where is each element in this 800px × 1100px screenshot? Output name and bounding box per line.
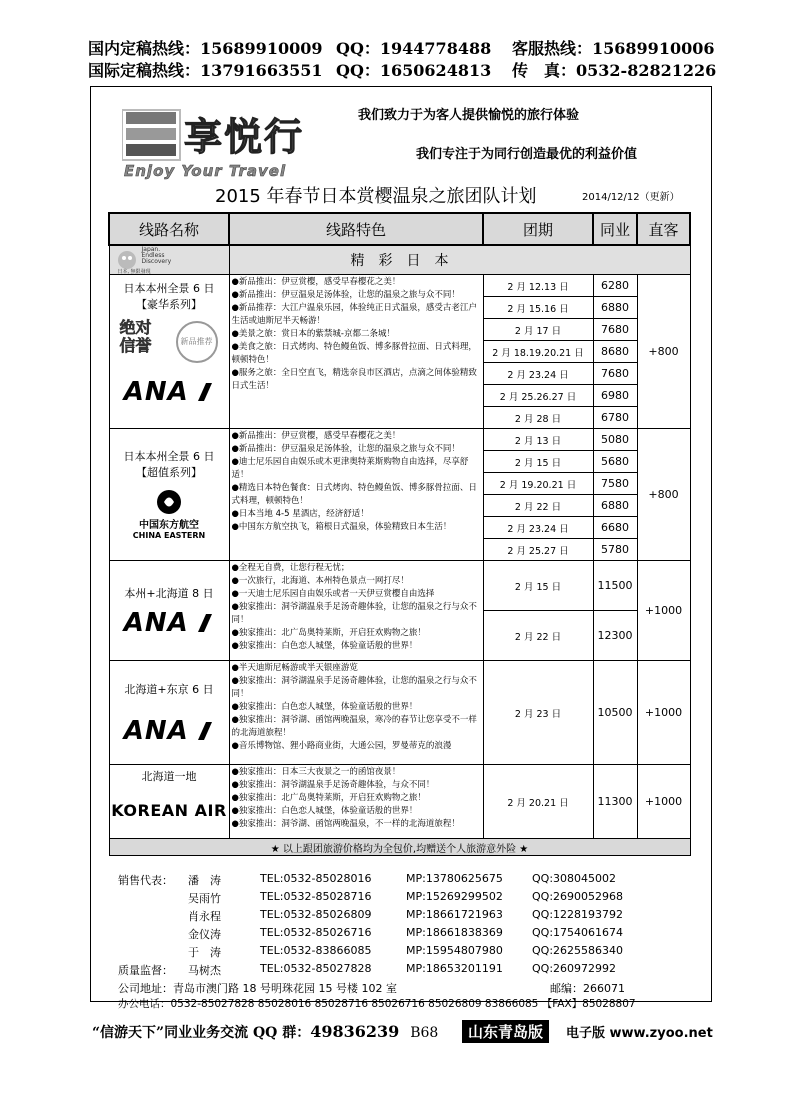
ana-logo: ANA [123, 715, 189, 746]
header-direct-price: 直客 [637, 213, 690, 245]
peer-price: 7680 [593, 319, 637, 341]
header-feature: 线路特色 [229, 213, 483, 245]
feature-item: ●一次旅行，北海道、本州特色景点一网打尽！ [231, 576, 409, 586]
rep-qq: QQ:308045002 [532, 872, 617, 885]
notice-row [109, 839, 690, 856]
feature-item: ●独家推出：北广岛奥特莱斯，开启狂欢购物之旅！ [231, 793, 426, 803]
tour-date: 2 月 15.16 日 [483, 297, 593, 319]
rep-name: 肖永程 [188, 910, 221, 923]
region-badge [109, 245, 229, 275]
route-name: 日本本州全景 6 日 [123, 450, 215, 463]
slogan-2: 我们专注于为同行创造最优的利益价值 [416, 147, 638, 162]
korean-air-logo: KOREAN AIR [111, 801, 227, 820]
direct-price: +800 [637, 429, 690, 561]
ana-logo: ANA [123, 377, 189, 407]
feature-cell [229, 765, 483, 839]
feature-item: ●日本当地 4-5 星酒店，经济舒适！ [231, 509, 369, 519]
tour-plan-table [108, 212, 691, 856]
rep-name: 于 涛 [188, 946, 221, 959]
feature-item: ●独家推出：北广岛奥特莱斯，开启狂欢购物之旅！ [231, 628, 426, 638]
feature-cell [229, 275, 483, 429]
rep-tel: TEL:0532-85028016 [260, 872, 372, 885]
peer-price: 6880 [593, 495, 637, 517]
qc-label: 质量监督： [118, 964, 173, 977]
rep-qq: QQ:1228193792 [532, 908, 624, 921]
peer-price: 6280 [593, 275, 637, 297]
tour-date: 2 月 22 日 [483, 611, 593, 661]
tour-date: 2 月 15 日 [483, 561, 593, 611]
feature-item: ●服务之旅：全日空直飞，精选奈良市区酒店，点滴之间体验精致日式生活！ [231, 368, 477, 391]
page-number: B68 [410, 1025, 439, 1041]
tour-date: 2 月 15 日 [483, 451, 593, 473]
peer-price: 5080 [593, 429, 637, 451]
rep-qq: QQ:2625586340 [532, 944, 624, 957]
feature-item: ●独家推出：白色恋人城堡，体验童话般的世界！ [231, 806, 418, 816]
feature-item: ●新品推荐：大江户温泉乐园，体验纯正日式温泉，感受古老江户生活或迪斯尼半天畅游！ [231, 303, 477, 326]
peer-price: 7680 [593, 363, 637, 385]
feature-item: ●半天迪斯尼畅游或半天银座游览 [231, 663, 358, 673]
peer-price: 6980 [593, 385, 637, 407]
direct-price: +1000 [637, 561, 690, 661]
ana-slash-icon [192, 612, 214, 634]
tour-date: 2 月 13 日 [483, 429, 593, 451]
feature-item: ●独家推出：洞爷湖温泉手足汤奇趣体验，与众不同！ [231, 780, 435, 790]
direct-price: +1000 [637, 765, 690, 839]
feature-item: ●美食之旅：日式烤肉、特色鳗鱼饭、博多豚骨拉面、日式料理，顿顿特色！ [231, 342, 477, 365]
fax: 传 真：0532-82821226 [512, 61, 717, 80]
service-hotline: 客服热线：15689910006 [512, 39, 715, 58]
direct-price: +800 [637, 275, 690, 429]
website: 电子版 www.zyoo.net [566, 1026, 713, 1041]
badge-line-4: 日本, 無限發現 [117, 269, 151, 275]
edition-badge: 山东青岛版 [462, 1020, 549, 1043]
logo-icon [122, 106, 182, 166]
feature-item: ●全程无自费，让您行程无忧； [231, 563, 350, 573]
route-cell [109, 275, 229, 429]
domestic-hotline: 国内定稿热线：15689910009 [88, 39, 323, 58]
feature-cell [229, 561, 483, 661]
rep-mp: MP:18661721963 [406, 908, 503, 921]
header-route: 线路名称 [109, 213, 229, 245]
rep-name: 吴雨竹 [188, 892, 221, 905]
table-row [109, 275, 690, 297]
tour-date: 2 月 19.20.21 日 [483, 473, 593, 495]
page-title: 2015 年春节日本赏樱温泉之旅团队计划 [215, 186, 537, 207]
rep-tel: TEL:0532-85026716 [260, 926, 372, 939]
qc-mp: MP:18653201191 [406, 962, 503, 975]
route-name: 北海道+东京 6 日 [124, 682, 214, 696]
rep-name: 潘 涛 [188, 874, 221, 887]
rep-qq: QQ:1754061674 [532, 926, 624, 939]
stamp-text-2: 信誉 [119, 336, 152, 355]
badge-line-3: Discovery [141, 258, 172, 265]
header-peer-price: 同业 [593, 213, 637, 245]
route-cell [109, 561, 229, 661]
tour-date: 2 月 12.13 日 [483, 275, 593, 297]
brand-tagline: Enjoy Your Travel [124, 162, 287, 180]
qq-group-number: 49836239 [310, 1022, 400, 1041]
rep-tel: TEL:0532-85026809 [260, 908, 372, 921]
region-name: 精 彩 日 本 [229, 245, 690, 275]
qc-tel: TEL:0532-85027828 [260, 962, 372, 975]
postcode: 邮编：266071 [550, 982, 625, 995]
slogan-1: 我们致力于为客人提供愉悦的旅行体验 [358, 108, 580, 123]
intl-hotline: 国际定稿热线：13791663551 [88, 61, 323, 80]
feature-item: ●美景之旅：赏日本的紫禁城-京都二条城！ [231, 329, 395, 339]
update-date: 2014/12/12（更新） [582, 192, 680, 203]
route-series: 【超值系列】 [136, 466, 202, 479]
table-row [109, 561, 690, 611]
qq-2: QQ：1650624813 [336, 61, 492, 80]
peer-price: 6680 [593, 517, 637, 539]
feature-item: ●独家推出：洞爷湖、函馆两晚温泉，不一样的北海道旅程！ [231, 819, 460, 829]
stamp-text-1: 绝对 [119, 318, 152, 337]
feature-item: ●独家推出：白色恋人城堡，体验童话般的世界！ [231, 702, 418, 712]
tour-date: 2 月 20.21 日 [483, 765, 593, 839]
price-notice: ★ 以上跟团旅游价格均为全包价,均赠送个人旅游意外险 ★ [109, 839, 690, 856]
badge-line-2: Endless [141, 252, 165, 259]
feature-item: ●独家推出：洞爷湖温泉手足汤奇趣体验，让您的温泉之行与众不同！ [231, 602, 477, 625]
ana-slash-icon [192, 720, 214, 742]
route-name: 本州+北海道 8 日 [124, 586, 214, 600]
rep-mp: MP:15954807980 [406, 944, 503, 957]
new-product-stamp: 新品推荐 [176, 321, 218, 363]
footer-qq-group: “信游天下”同业业务交流 QQ 群：49836239 B68 [92, 1022, 439, 1041]
qc-name: 马树杰 [188, 964, 221, 977]
feature-item: ●一天迪士尼乐园自由娱乐或者一天伊豆赏樱自由选择 [231, 589, 435, 599]
feature-item: ●迪士尼乐园自由娱乐或木更津奥特莱斯购物自由选择，尽享舒适！ [231, 457, 469, 480]
feature-item: ●新品推出：伊豆赏樱，感受早春樱花之美！ [231, 277, 401, 287]
company-address: 公司地址：青岛市澳门路 18 号明珠花园 15 号楼 102 室 [118, 982, 397, 995]
peer-price: 11500 [593, 561, 637, 611]
airline-cn: 中国东方航空 [139, 520, 199, 531]
feature-item: ●新品推出：伊豆温泉足汤体验，让您的温泉之旅与众不同！ [231, 444, 460, 454]
feature-cell [229, 429, 483, 561]
header-dates: 团期 [483, 213, 593, 245]
tour-date: 2 月 25.26.27 日 [483, 385, 593, 407]
china-eastern-logo-icon [156, 489, 182, 515]
sales-label: 销售代表： [118, 874, 173, 887]
office-phones: 办公电话：0532-85027828 85028016 85028716 85026716 85026809 83866085 【FAX】85028807 [118, 998, 636, 1010]
qc-qq: QQ:260972992 [532, 962, 617, 975]
tour-date: 2 月 17 日 [483, 319, 593, 341]
tour-date: 2 月 25.27 日 [483, 539, 593, 561]
ana-logo: ANA [123, 607, 189, 638]
brand-logo [118, 100, 318, 182]
peer-price: 7580 [593, 473, 637, 495]
direct-price: +1000 [637, 661, 690, 765]
feature-item: ●独家推出：日本三大夜景之一的函馆夜景！ [231, 767, 401, 777]
feature-item: ●独家推出：洞爷湖、函馆两晚温泉，寒冷的春节让您享受不一样的北海道旅程！ [231, 715, 477, 738]
table-row [109, 661, 690, 765]
table-row [109, 429, 690, 451]
tour-date: 2 月 23.24 日 [483, 517, 593, 539]
rep-mp: MP:13780625675 [406, 872, 503, 885]
feature-item: ●新品推出：伊豆温泉足汤体验，让您的温泉之旅与众不同！ [231, 290, 460, 300]
feature-item: ●独家推出：白色恋人城堡，体验童话般的世界！ [231, 641, 418, 651]
route-cell [109, 429, 229, 561]
rep-name: 金仪涛 [188, 928, 221, 941]
route-cell [109, 661, 229, 765]
tour-date: 2 月 28 日 [483, 407, 593, 429]
peer-price: 5780 [593, 539, 637, 561]
route-series: 【豪华系列】 [136, 298, 202, 311]
region-row [109, 245, 690, 275]
route-name: 北海道一地 [141, 770, 197, 783]
feature-item: ●音乐博物馆、狸小路商业街，大通公园，罗曼蒂克的浪漫 [231, 741, 452, 751]
peer-price: 10500 [593, 661, 637, 765]
table-header [109, 213, 690, 245]
route-cell [109, 765, 229, 839]
table-row [109, 765, 690, 839]
rep-qq: QQ:2690052968 [532, 890, 624, 903]
tour-date: 2 月 22 日 [483, 495, 593, 517]
feature-item: ●中国东方航空执飞，箱根日式温泉，体验精致日本生活！ [231, 522, 452, 532]
feature-item: ●独家推出：洞爷湖温泉手足汤奇趣体验，让您的温泉之行与众不同！ [231, 676, 477, 699]
qq-1: QQ：1944778488 [336, 39, 492, 58]
brand-name: 享悦行 [184, 115, 305, 159]
rep-mp: MP:15269299502 [406, 890, 503, 903]
peer-price: 6780 [593, 407, 637, 429]
peer-price: 11300 [593, 765, 637, 839]
feature-cell [229, 661, 483, 765]
peer-price: 6880 [593, 297, 637, 319]
route-name: 日本本州全景 6 日 [123, 282, 215, 295]
tour-date: 2 月 18.19.20.21 日 [483, 341, 593, 363]
feature-item: ●精选日本特色餐食：日式烤肉、特色鳗鱼饭、博多豚骨拉面、日式料理，顿顿特色！ [231, 483, 477, 506]
ana-slash-icon [192, 381, 214, 403]
peer-price: 8680 [593, 341, 637, 363]
feature-item: ●新品推出：伊豆赏樱，感受早春樱花之美！ [231, 431, 401, 441]
tour-date: 2 月 23 日 [483, 661, 593, 765]
rep-mp: MP:18661838369 [406, 926, 503, 939]
peer-price: 12300 [593, 611, 637, 661]
badge-line-1: Japan. [141, 246, 161, 253]
airline-en: CHINA EASTERN [132, 531, 206, 540]
rep-tel: TEL:0532-83866085 [260, 944, 372, 957]
rep-tel: TEL:0532-85028716 [260, 890, 372, 903]
peer-price: 5680 [593, 451, 637, 473]
tour-date: 2 月 23.24 日 [483, 363, 593, 385]
